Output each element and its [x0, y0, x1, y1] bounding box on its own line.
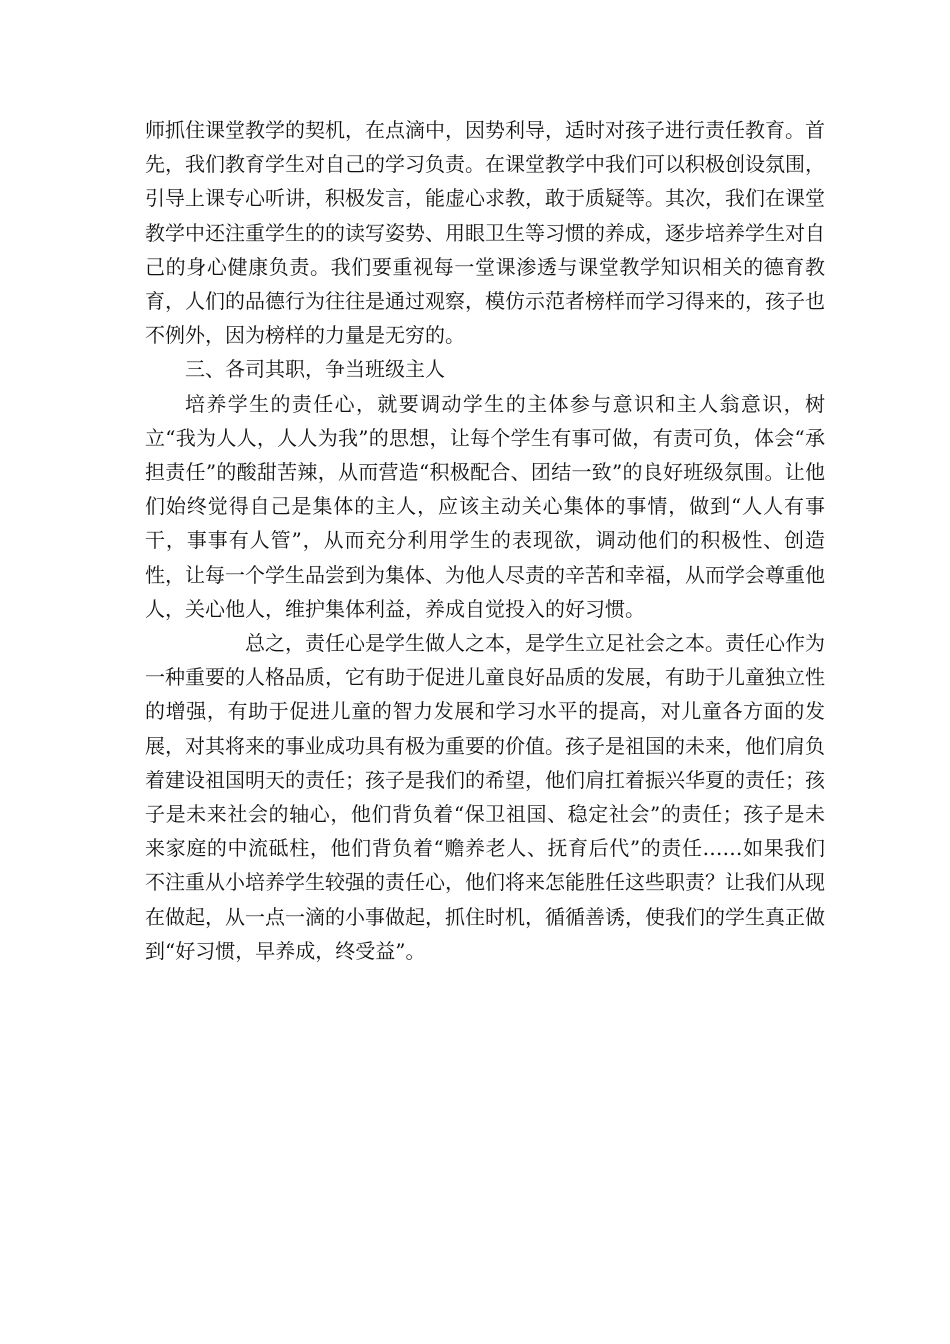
paragraph-conclusion: 总之，责任心是学生做人之本，是学生立足社会之本。责任心作为一种重要的人格品质，它有助于促进儿童良好品质的发展，有助于儿童独立性的增强，有助于促进儿童的智力发展和学习水平的提高，对儿童各方面的发展，对其将来的事业成功具有极为重要的价值。孩子是祖国的未来，他们肩负着建设祖国明天的责任；孩子是我们的希望，他们肩扛着振兴华夏的责任；孩子是未来社会的轴心，他们背负着“保卫祖国、稳定社会”的责任；孩子是未来家庭的中流砥柱，他们背负着“赡养老人、抚育后代”的责任……如果我们不注重从小培养学生较强的责任心，他们将来怎能胜任这些职责？让我们从现在做起，从一点一滴的小事做起，抓住时机，循循善诱，使我们的学生真正做到“好习惯，早养成，终受益”。	[145, 631, 825, 963]
section-heading-3: 三、各司其职，争当班级主人	[185, 357, 445, 382]
document-body	[145, 113, 825, 968]
paragraph-class-ownership: 培养学生的责任心，就要调动学生的主体参与意识和主人翁意识，树立“我为人人，人人为我”的思想，让每个学生有事可做，有责可负，体会“承担责任”的酸甜苦辣，从而营造“积极配合、团结一致”的良好班级氛围。让他们始终觉得自己是集体的主人，应该主动关心集体的事情，做到“人人有事干，事事有人管”，从而充分利用学生的表现欲，调动他们的积极性、创造性，让每一个学生品尝到为集体、为他人尽责的辛苦和幸福，从而学会尊重他人，关心他人，维护集体利益，养成自觉投入的好习惯。	[145, 391, 825, 621]
paragraph-classroom-education: 师抓住课堂教学的契机，在点滴中，因势利导，适时对孩子进行责任教育。首先，我们教育学生对自己的学习负责。在课堂教学中我们可以积极创设氛围，引导上课专心听讲，积极发言，能虚心求教，敢于质疑等。其次，我们在课堂教学中还注重学生的的读写姿势、用眼卫生等习惯的养成，逐步培养学生对自己的身心健康负责。我们要重视每一堂课渗透与课堂教学知识相关的德育教育，人们的品德行为往往是通过观察，模仿示范者榜样而学习得来的，孩子也不例外，因为榜样的力量是无穷的。	[145, 118, 825, 348]
